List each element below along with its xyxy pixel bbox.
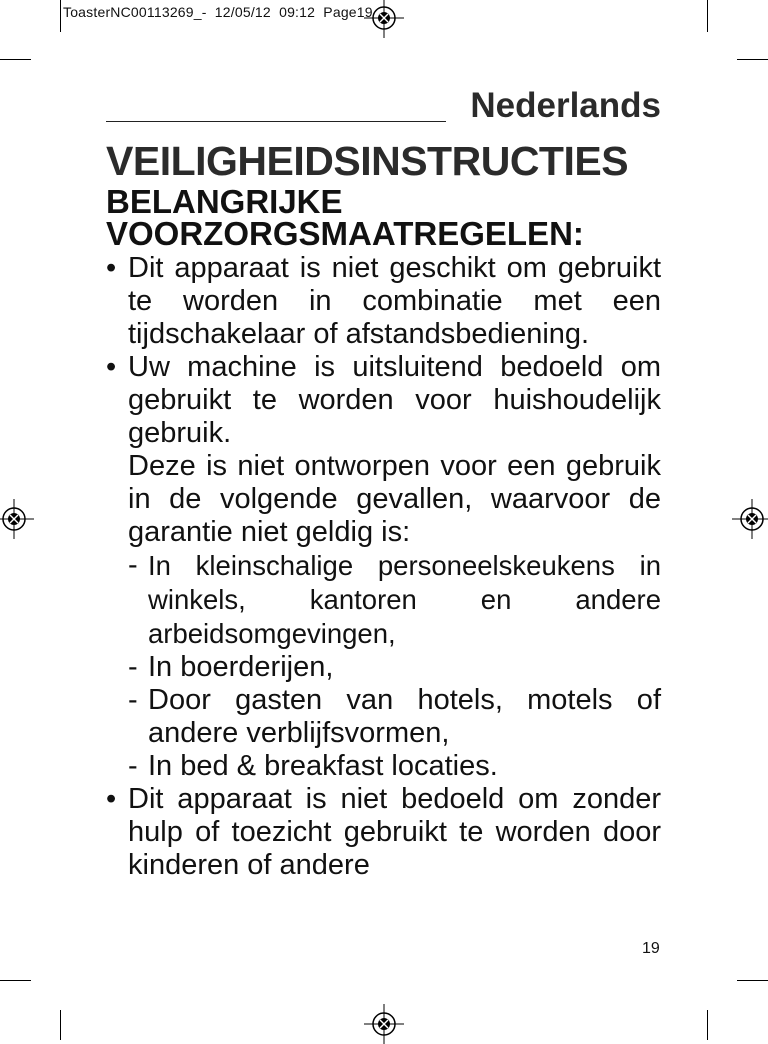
crop-mark	[707, 1010, 708, 1040]
bullet-item-text: Dit apparaat is niet geschikt om gebruikt te worden in combinatie met een tijdschakelaar of afstandsbediening.	[128, 252, 661, 350]
case-item-text: In boerderijen,	[148, 651, 334, 683]
crop-mark	[60, 0, 61, 32]
bullet-icon: •	[106, 351, 117, 383]
bullet-item-text: Uw machine is uitsluitend bedoeld om gebruikt te worden voor huishoudelijk gebruik.	[128, 351, 661, 449]
instructions-content	[106, 252, 661, 882]
header-rule	[106, 121, 446, 122]
crop-mark	[0, 980, 31, 981]
bullet-item-text: Dit apparaat is niet bedoeld om zonder hulp of toezicht gebruikt te worden door kinderen of andere	[128, 783, 661, 881]
case-item-text: In bed & breakfast locaties.	[148, 750, 498, 782]
case-item	[106, 684, 661, 750]
bullet-icon: •	[106, 783, 117, 815]
section-subtitle: BELANGRIJKE VOORZORGSMAATREGELEN:	[106, 183, 584, 252]
crop-mark	[0, 59, 31, 60]
crop-mark	[737, 59, 768, 60]
print-slug: ToasterNC00113269_- 12/05/12 09:12 Page19	[63, 4, 373, 20]
bullet-item	[106, 783, 661, 882]
case-item	[106, 549, 661, 651]
dash-marker: -	[128, 684, 138, 716]
page-number: 19	[642, 940, 660, 957]
language-header	[106, 86, 661, 130]
usage-note: Deze is niet ontworpen voor een gebruik in de volgende gevallen, waarvoor de garantie niet geldig is:	[128, 450, 661, 548]
registration-mark-icon	[732, 499, 768, 539]
dash-marker: -	[128, 750, 138, 782]
case-item	[106, 651, 661, 684]
case-item-text: In kleinschalige personeelskeukens in winkels, kantoren en andere arbeidsomgevingen,	[148, 550, 661, 649]
registration-mark-icon	[364, 0, 404, 38]
case-item	[106, 750, 661, 783]
crop-mark	[60, 1010, 61, 1040]
crop-mark	[737, 980, 768, 981]
registration-mark-icon	[0, 499, 34, 539]
page-title: VEILIGHEIDSINSTRUCTIES	[106, 138, 629, 184]
language-label: Nederlands	[470, 86, 661, 125]
registration-mark-icon	[364, 1004, 404, 1044]
bullet-item	[106, 252, 661, 351]
dash-marker: -	[128, 549, 138, 581]
case-item-text: Door gasten van hotels, motels of andere verblijfsvormen,	[148, 684, 661, 749]
crop-mark	[707, 0, 708, 32]
dash-marker: -	[128, 651, 138, 683]
bullet-icon: •	[106, 252, 117, 284]
bullet-item	[106, 351, 661, 450]
